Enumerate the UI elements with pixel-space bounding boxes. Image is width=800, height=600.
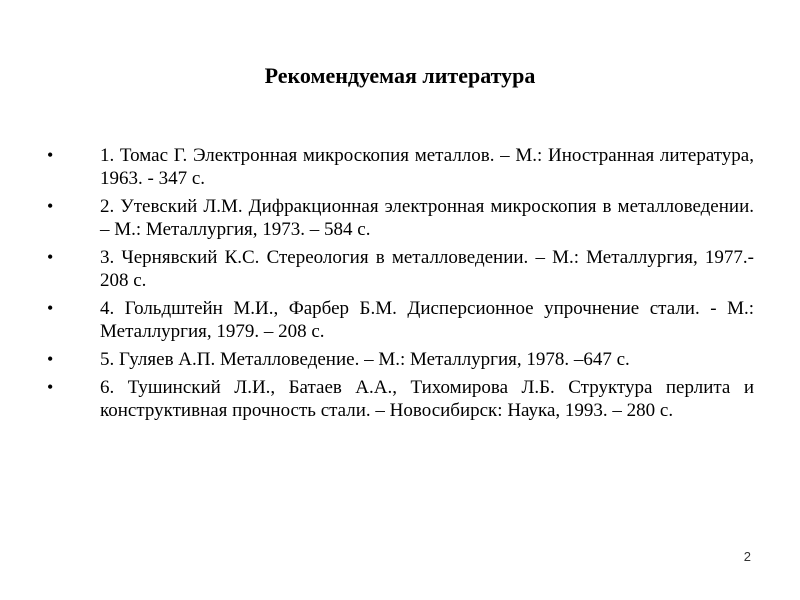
list-item <box>0 348 800 371</box>
slide-title: Рекомендуемая литература <box>264 63 536 88</box>
reference-text: 6. Тушинский Л.И., Батаев А.А., Тихомирова Л.Б. Структура перлита и конструктивная прочность стали. – Новосибирск: Наука, 1993. – 280 с. <box>100 377 754 421</box>
bullet-icon: • <box>47 247 54 267</box>
bullet-icon: • <box>47 196 54 216</box>
list-item <box>0 297 800 343</box>
reference-text: 4. Гольдштейн М.И., Фарбер Б.М. Дисперсионное упрочнение стали. - М.: Металлургия, 1979. – 208 с. <box>100 298 754 342</box>
reference-text: 5. Гуляев А.П. Металловедение. – М.: Металлургия, 1978. –647 с. <box>100 349 630 370</box>
bullet-icon: • <box>47 298 54 318</box>
list-item <box>0 246 800 292</box>
reference-text: 2. Утевский Л.М. Дифракционная электронная микроскопия в металловедении. – М.: Металлургия, 1973. – 584 с. <box>100 196 754 240</box>
bullet-icon: • <box>47 145 54 165</box>
list-item <box>0 195 800 241</box>
reference-text: 1. Томас Г. Электронная микроскопия металлов. – М.: Иностранная литература, 1963. - 347 с. <box>100 145 754 189</box>
list-item <box>0 376 800 422</box>
page-number: 2 <box>743 549 751 564</box>
list-item <box>0 144 800 190</box>
reference-list <box>0 144 800 427</box>
reference-text: 3. Чернявский К.С. Стереология в металловедении. – М.: Металлургия, 1977.- 208 с. <box>100 247 754 291</box>
bullet-icon: • <box>47 349 54 369</box>
bullet-icon: • <box>47 377 54 397</box>
